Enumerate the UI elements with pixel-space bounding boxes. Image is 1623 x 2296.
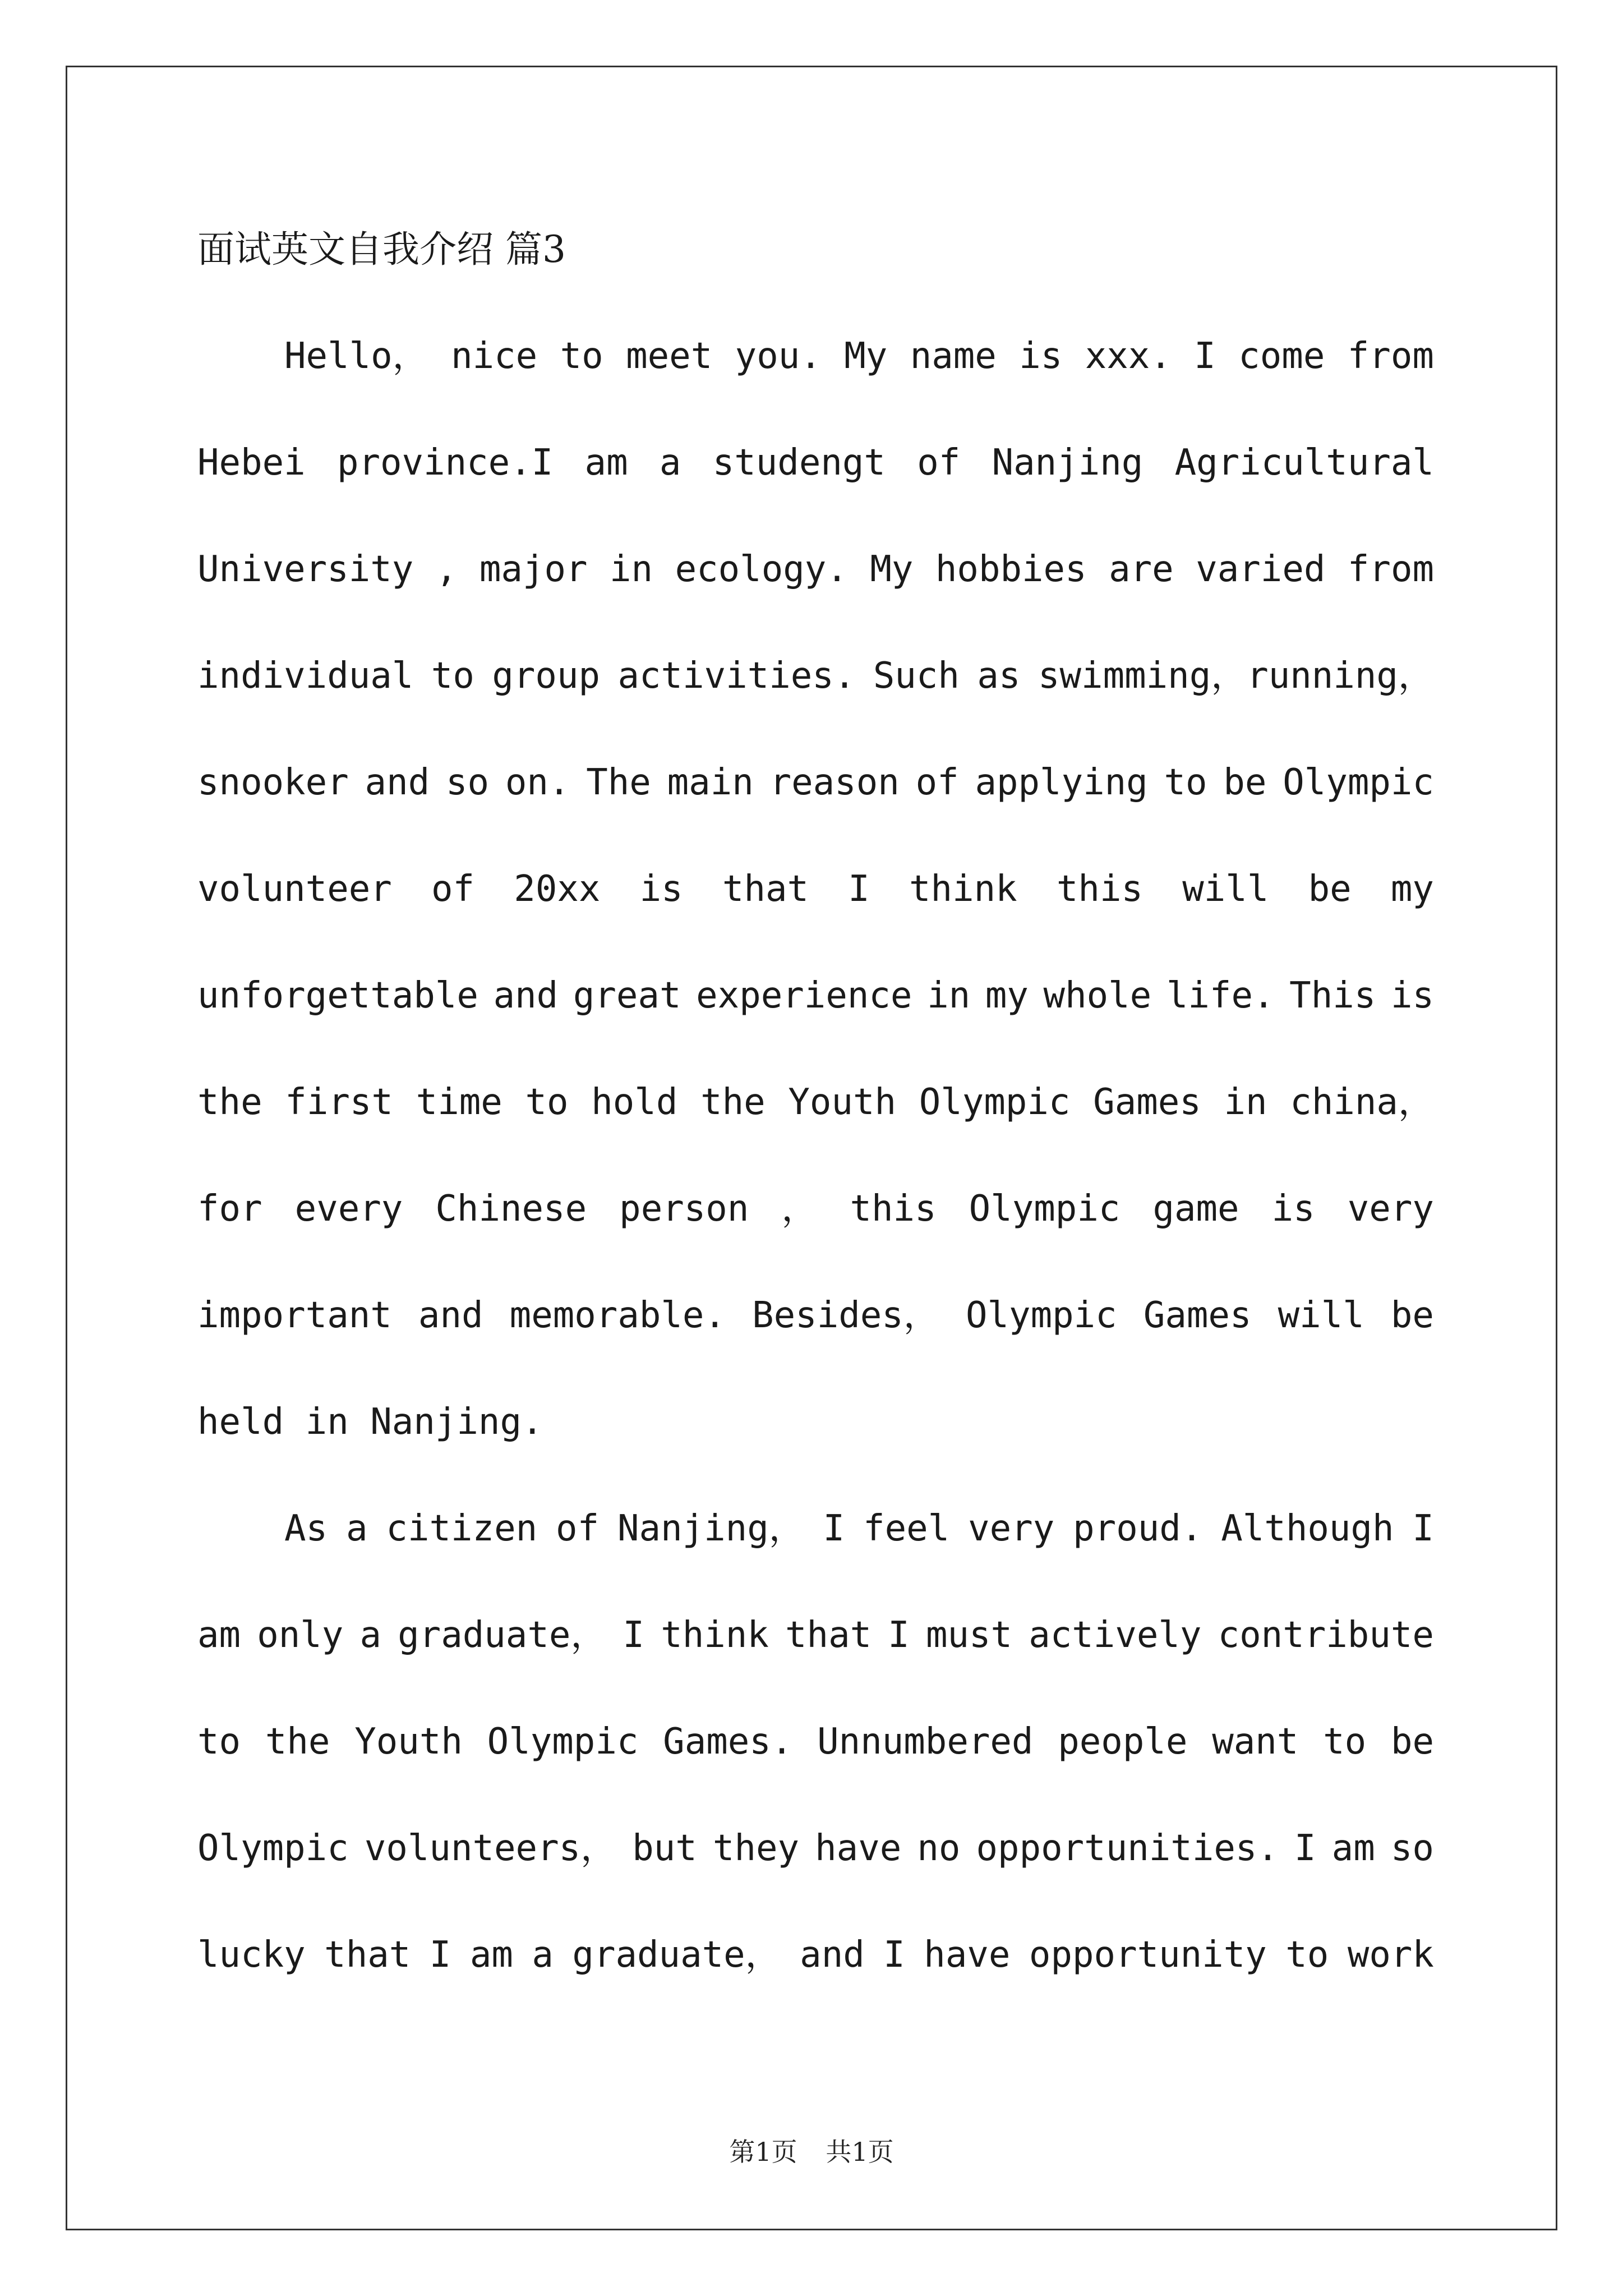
word: major: [479, 549, 588, 590]
word: swimming，running，: [1038, 655, 1434, 697]
word: proud.: [1073, 1508, 1203, 1549]
word: 20xx: [514, 868, 601, 910]
word: time: [416, 1082, 502, 1123]
word: varied: [1196, 549, 1326, 590]
word: Although: [1221, 1508, 1394, 1549]
word: whole: [1043, 975, 1152, 1016]
word: be: [1308, 868, 1352, 910]
word: volunteers，: [364, 1828, 617, 1869]
word: lucky: [197, 1934, 306, 1976]
word: from: [1347, 335, 1434, 377]
page-total: 共1页: [826, 2137, 894, 2167]
word: am: [197, 1614, 241, 1656]
word: actively: [1029, 1614, 1202, 1656]
word: Youth: [788, 1082, 897, 1123]
word: opportunity: [1029, 1934, 1267, 1976]
word: My: [844, 335, 888, 377]
word: My: [870, 549, 914, 590]
word: this: [850, 1188, 937, 1230]
word: Nanjing，: [617, 1508, 805, 1549]
word: of: [556, 1508, 600, 1549]
word: in: [1224, 1082, 1267, 1123]
word: important: [197, 1295, 392, 1336]
text-line: [197, 729, 1434, 836]
word: the: [700, 1082, 766, 1123]
word: of: [915, 762, 959, 803]
word: am: [584, 442, 628, 484]
word: studengt: [712, 442, 886, 484]
word: Games: [1093, 1082, 1201, 1123]
word: graduate，: [572, 1934, 781, 1976]
word: must: [925, 1614, 1013, 1656]
word: Olympic: [1283, 762, 1434, 803]
word: be: [1223, 762, 1267, 803]
word: that: [324, 1934, 411, 1976]
word: unforgettable: [197, 975, 478, 1016]
word: group: [492, 655, 600, 697]
word: of: [431, 868, 475, 910]
word: and: [493, 975, 559, 1016]
word: individual: [197, 655, 414, 697]
word: so: [1390, 1828, 1434, 1869]
word: contribute: [1218, 1614, 1434, 1656]
word: name: [910, 335, 997, 377]
word: a: [359, 1614, 381, 1656]
word: they: [712, 1828, 800, 1869]
word: I: [883, 1934, 905, 1976]
word: to: [1323, 1721, 1367, 1763]
word: Youth: [354, 1721, 463, 1763]
text-line: [197, 303, 1434, 409]
word: to: [197, 1721, 241, 1763]
word: in: [610, 549, 653, 590]
word: life.: [1166, 975, 1275, 1016]
text-line: [197, 1902, 1434, 2008]
word: ，: [781, 1188, 818, 1230]
word: on.: [505, 762, 570, 803]
word: University: [197, 549, 414, 590]
word: very: [968, 1508, 1055, 1549]
word: Agricultural: [1174, 442, 1434, 484]
text-line: held in Nanjing.: [197, 1401, 543, 1443]
word: to: [560, 335, 603, 377]
word: people: [1058, 1721, 1188, 1763]
word: will: [1278, 1295, 1364, 1336]
word: Games.: [663, 1721, 793, 1763]
word: ,: [435, 549, 458, 590]
word: will: [1182, 868, 1269, 910]
word: hobbies: [935, 549, 1087, 590]
document-title: 面试英文自我介绍 篇3: [197, 228, 566, 271]
word: The: [586, 762, 651, 803]
word: volunteer: [197, 868, 392, 910]
paragraph-1: [197, 303, 1434, 1475]
word: Nanjing: [992, 442, 1144, 484]
word: and: [800, 1934, 865, 1976]
text-line: [197, 1049, 1434, 1156]
word: I: [1194, 335, 1216, 377]
word: every: [294, 1188, 403, 1230]
word: of: [917, 442, 961, 484]
text-line: [197, 942, 1434, 1049]
word: Olympic: [197, 1828, 349, 1869]
word: in: [927, 975, 971, 1016]
word: to: [525, 1082, 569, 1123]
word: for: [197, 1188, 262, 1230]
page-number: 第1页: [729, 2137, 797, 2167]
word: and: [418, 1295, 483, 1336]
word: come: [1238, 335, 1325, 377]
text-line: [197, 836, 1434, 942]
word: to: [1285, 1934, 1329, 1976]
word: a: [345, 1508, 368, 1549]
word: Besides，: [752, 1295, 939, 1336]
word: to: [431, 655, 474, 697]
word: my: [1390, 868, 1434, 910]
word: my: [985, 975, 1029, 1016]
word: but: [632, 1828, 697, 1869]
word: from: [1347, 549, 1434, 590]
word: so: [445, 762, 489, 803]
word: person: [619, 1188, 749, 1230]
word: ecology.: [675, 549, 848, 590]
text-line: [197, 516, 1434, 623]
word: game: [1152, 1188, 1239, 1230]
word: This: [1289, 975, 1376, 1016]
text-line: [197, 623, 1434, 729]
word: snooker: [197, 762, 349, 803]
text-line: [197, 1156, 1434, 1262]
word: want: [1212, 1721, 1299, 1763]
word: memorable.: [509, 1295, 726, 1336]
word: I: [823, 1508, 845, 1549]
word: citizen: [386, 1508, 538, 1549]
word: very: [1347, 1188, 1434, 1230]
word: be: [1390, 1295, 1434, 1336]
word: that: [722, 868, 809, 910]
word: that: [785, 1614, 872, 1656]
word: this: [1056, 868, 1143, 910]
word: Unnumbered: [817, 1721, 1034, 1763]
word: experience: [696, 975, 912, 1016]
word: reason: [769, 762, 900, 803]
word: is: [1019, 335, 1063, 377]
text-line: [197, 409, 1434, 516]
word: have: [924, 1934, 1011, 1976]
text-line: [197, 1262, 1434, 1369]
word: china，: [1290, 1082, 1434, 1123]
word: Such: [873, 655, 960, 697]
word: the: [197, 1082, 262, 1123]
word: Olympic: [487, 1721, 639, 1763]
word: am: [469, 1934, 513, 1976]
word: Games: [1143, 1295, 1252, 1336]
text-line: [197, 1582, 1434, 1688]
word: work: [1347, 1934, 1434, 1976]
word: as: [977, 655, 1021, 697]
word: think: [661, 1614, 769, 1656]
word: main: [667, 762, 754, 803]
word: Hello，: [284, 335, 428, 377]
word: province.I: [336, 442, 554, 484]
text-line: [197, 1688, 1434, 1795]
word: Olympic: [919, 1082, 1071, 1123]
word: I: [429, 1934, 451, 1976]
word: nice: [451, 335, 538, 377]
word: be: [1390, 1721, 1434, 1763]
word: you.: [735, 335, 822, 377]
text-line: [197, 1475, 1434, 1582]
word: and: [365, 762, 430, 803]
word: I: [848, 868, 870, 910]
word: only: [257, 1614, 344, 1656]
word: to: [1164, 762, 1207, 803]
word: activities.: [617, 655, 856, 697]
paragraph-2: [197, 1475, 1434, 2008]
word: is: [639, 868, 683, 910]
word: Olympic: [965, 1295, 1117, 1336]
word: no: [917, 1828, 961, 1869]
word: opportunities.: [976, 1828, 1279, 1869]
word: feel: [863, 1508, 950, 1549]
word: Hebei: [197, 442, 306, 484]
document-body: [197, 224, 1434, 2008]
word: I: [1294, 1828, 1316, 1869]
word: the: [265, 1721, 330, 1763]
word: As: [284, 1508, 328, 1549]
word: am: [1331, 1828, 1375, 1869]
word: hold: [591, 1082, 678, 1123]
word: Olympic: [969, 1188, 1121, 1230]
text-line: [197, 1795, 1434, 1902]
word: is: [1390, 975, 1434, 1016]
word: applying: [975, 762, 1148, 803]
word: graduate，: [398, 1614, 607, 1656]
word: a: [532, 1934, 554, 1976]
word: I: [1412, 1508, 1434, 1549]
word: Chinese: [435, 1188, 587, 1230]
word: meet: [626, 335, 713, 377]
word: first: [285, 1082, 393, 1123]
word: are: [1109, 549, 1174, 590]
word: think: [909, 868, 1017, 910]
word: I: [623, 1614, 645, 1656]
word: xxx.: [1085, 335, 1172, 377]
word: have: [815, 1828, 902, 1869]
word: great: [573, 975, 681, 1016]
word: a: [659, 442, 681, 484]
page-footer: [0, 2132, 1623, 2169]
word: I: [888, 1614, 910, 1656]
word: is: [1271, 1188, 1315, 1230]
